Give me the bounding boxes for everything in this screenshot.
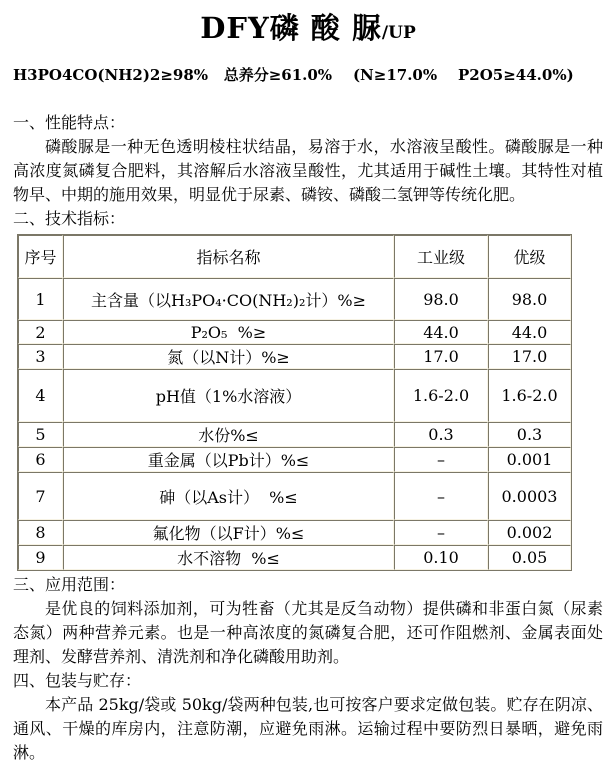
product-name: DFY磷 酸 脲	[200, 11, 382, 45]
col-header-index: 序号	[18, 235, 63, 278]
row-index: 2	[18, 320, 63, 344]
table-row	[18, 472, 571, 520]
industrial-grade-value: 17.0	[394, 344, 488, 369]
table-row	[18, 422, 571, 447]
section-body-performance: 磷酸脲是一种无色透明棱柱状结晶，易溶于水，水溶液呈酸性。磷酸脲是一种高浓度氮磷复合肥料，其溶解后水溶液呈酸性，尤其适用于碱性土壤。其特性对植物早、中期的施用效果，明显优于尿素、磷铵、磷酸二氢钾等传统化肥。	[13, 137, 603, 204]
premium-grade-value: 44.0	[488, 320, 571, 344]
premium-grade-value: 0.05	[488, 545, 571, 570]
col-header-indicator-name: 指标名称	[63, 235, 394, 278]
premium-grade-value: 0.002	[488, 520, 571, 545]
table-header-row	[18, 235, 571, 278]
row-index: 8	[18, 520, 63, 545]
row-index: 6	[18, 447, 63, 472]
indicator-name: 氟化物（以F计）%≤	[63, 520, 394, 545]
industrial-grade-value: 98.0	[394, 278, 488, 320]
indicator-name: pH值（1%水溶液）	[63, 369, 394, 422]
table-row	[18, 447, 571, 472]
section-body-packaging: 本产品 25kg/袋或 50kg/袋两种包装,也可按客户要求定做包装。贮存在阴凉、通风、干燥的库房内，注意防潮，应避免雨淋。运输过程中要防烈日暴晒，避免雨淋。	[13, 695, 603, 762]
row-index: 5	[18, 422, 63, 447]
premium-grade-value: 1.6-2.0	[488, 369, 571, 422]
page-title	[13, 6, 603, 47]
indicator-name: 水份%≤	[63, 422, 394, 447]
section-body-application: 是优良的饲料添加剂，可为牲畜（尤其是反刍动物）提供磷和非蛋白氮（尿素态氮）两种营养元素。也是一种高浓度的氮磷复合肥，还可作阻燃剂、金属表面处理剂、发酵营养剂、清洗剂和净化磷酸用助剂。	[13, 599, 603, 666]
table-row	[18, 520, 571, 545]
premium-grade-value: 0.0003	[488, 472, 571, 520]
row-index: 9	[18, 545, 63, 570]
premium-grade-value: 0.3	[488, 422, 571, 447]
industrial-grade-value: 0.3	[394, 422, 488, 447]
table-row	[18, 278, 571, 320]
table-row	[18, 545, 571, 570]
industrial-grade-value: 0.10	[394, 545, 488, 570]
premium-grade-value: 17.0	[488, 344, 571, 369]
indicator-name: 主含量（以H₃PO₄·CO(NH₂)₂计）%≥	[63, 278, 394, 320]
spec-table-body	[18, 278, 571, 570]
row-index: 1	[18, 278, 63, 320]
product-name-suffix: /UP	[381, 23, 416, 43]
indicator-name: 砷（以As计） %≤	[63, 472, 394, 520]
industrial-grade-value: 44.0	[394, 320, 488, 344]
table-row	[18, 320, 571, 344]
col-header-premium-grade: 优级	[488, 235, 571, 278]
industrial-grade-value: –	[394, 520, 488, 545]
premium-grade-value: 0.001	[488, 447, 571, 472]
premium-grade-value: 98.0	[488, 278, 571, 320]
industrial-grade-value: –	[394, 472, 488, 520]
row-index: 7	[18, 472, 63, 520]
indicator-name: P₂O₅ %≥	[63, 320, 394, 344]
section-heading-specs: 二、技术指标：	[13, 209, 126, 228]
section-heading-application: 三、应用范围：	[13, 575, 126, 594]
formula-line: H3PO4CO(NH2)2≥98% 总养分≥61.0% (N≥17.0% P2O5≥44.0%)	[13, 66, 574, 84]
industrial-grade-value: –	[394, 447, 488, 472]
row-index: 4	[18, 369, 63, 422]
industrial-grade-value: 1.6-2.0	[394, 369, 488, 422]
section-heading-performance: 一、性能特点：	[13, 113, 126, 132]
table-row	[18, 344, 571, 369]
indicator-name: 水不溶物 %≤	[63, 545, 394, 570]
col-header-industrial-grade: 工业级	[394, 235, 488, 278]
table-row	[18, 369, 571, 422]
row-index: 3	[18, 344, 63, 369]
indicator-name: 氮（以N计）%≥	[63, 344, 394, 369]
spec-table	[17, 234, 572, 571]
section-heading-packaging: 四、包装与贮存：	[13, 671, 142, 690]
indicator-name: 重金属（以Pb计）%≤	[63, 447, 394, 472]
